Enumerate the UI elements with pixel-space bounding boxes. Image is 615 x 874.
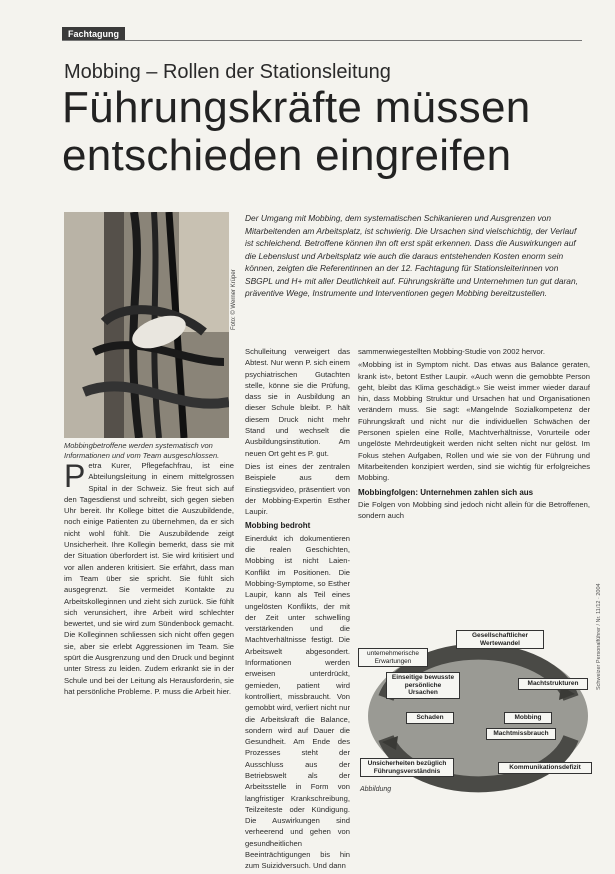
article-photo (64, 212, 229, 438)
photo-credit: Foto: © Werner Krüper (231, 269, 237, 330)
article-title (62, 84, 531, 180)
diagram-box-bottom-left: Unsicherheiten bezüglich Führungsverständnis (360, 758, 454, 777)
mobbing-diagram (356, 628, 594, 795)
column-3-heading: Mobbingfolgen: Unternehmen zahlen sich aus (358, 487, 534, 497)
title-line-2: entschieden eingreifen (62, 131, 512, 180)
diagram-box-left-top: unternehmerische Erwartungen (358, 648, 428, 667)
section-tag: Fachtagung (62, 27, 125, 41)
diagram-box-center: Machtmissbrauch (486, 728, 556, 740)
drop-cap: P (64, 458, 86, 494)
column-3-paragraph-3: Die Folgen von Mobbing sind jedoch nicht allein für die Betroffenen, sondern auch (358, 499, 590, 521)
diagram-box-top: Gesellschaftlicher Wertewandel (456, 630, 544, 649)
header-rule (62, 40, 582, 41)
article-subtitle: Mobbing – Rollen der Stationsleitung (64, 61, 391, 83)
column-1 (64, 460, 234, 697)
diagram-box-bottom-right: Kommunikationsdefizit (498, 762, 592, 774)
article-intro: Der Umgang mit Mobbing, dem systematischen Schikanieren und Ausgrenzen von Mitarbeitenden am Arbeitsplatz, ist schwierig. Die Ursachen sind vielschichtig, der Verlauf ist schleichend. Betroffene können ihn oft erst spät erkennen. Dass die Auswirkungen auf die Lebenslust und Arbeitsplatz wie auch die daraus entstehenden Kosten enorm sein können, zeigten die Referentinnen an der 12. Fachtagung für Stationsleiterinnen von SBGPL und H+ mit aller Deutlichkeit auf. Führungskräfte und Unternehmen tun gut daran, präventive Wege, Instrumente und Interventionen gegen Mobbing bereitzustellen. (245, 213, 578, 298)
diagram-box-mid-left: Schaden (406, 712, 454, 724)
column-3-paragraph-2: «Mobbing ist in Symptom nicht. Das etwas aus Balance geraten, krank ist», betont Esther Laupir. «Auch wenn die gemobbte Person geht, bleibt das Klima geschädigt.» Sie weist immer wieder darauf hin, dass Mobbing Struktur und Ursachen hat und Organisationen verändern muss. Sie sagt: «Mangelnde Sozialkompetenz der Führungskraft und nicht nur die individuellen Schwächen der Personen spielen eine Rolle, Machtverhältnisse, Vorurteile oder ungelöste Mehrdeutigkeit werden nicht selten nicht nur gelöst. Im Fokus stehen Aufgaben, Rollen und wie sie von der Führung und Mitarbeitenden konzipiert werden, sind sie wichtig für erfolgreiches Mobbing. (358, 360, 590, 483)
column-2-paragraph-2: Dies ist eines der zentralen Beispiele aus dem Einstiegsvideo, präsentiert von der Mobbing-Expertin Esther Laupir. (245, 461, 350, 517)
title-line-1: Führungskräfte müssen (62, 83, 531, 132)
column-2-paragraph-1: Schulleitung verweigert das Abtest. Nur wenn P. sich einem psychiatrischen Gutachten stelle, könne sie die Prüfung, dass sie in Ausbildung an dieser Schule bleibt. P. hält diesem Druck nicht mehr Stand und wechselt die Ausbildungsinstitution. Am neuen Ort geht es P. gut. (245, 347, 350, 458)
column-2-heading: Mobbing bedroht (245, 521, 311, 531)
column-3 (358, 346, 590, 523)
column-2-paragraph-3: Einerdukt ich dokumentieren die realen Geschichten, Mobbing ist nicht Laien-Konflikt im Positionen. Die Mobbing-Symptome, so Esther Laupir, kann als Teil eines ungelösten Konflikts, der mit der Zeit unter schwelling verstärkenden und die Machtverhältnisse festigt. Die Arbeitswelt abgesondert. Informationen werden erweisen unterdrückt, gemieden, patient wird kontrolliert, missbraucht. Von gemobbt wird, verliert nicht nur die Arbeitskraft die Balance, sondern wird auf Dauer die Gesundheit. Am Ende des Prozesses steht der Ausschluss aus der Betriebswelt als der Arbeitsstelle in Form von langfristiger Krankschreibung, Teilzeiteste oder Kündigung. Die Auswirkungen sind verheerend und gehen von gesundheitlichen Beeinträchtigungen bis hin zum Suizidversuch. Und dann (245, 533, 350, 871)
diagram-box-right: Machtstrukturen (518, 678, 588, 690)
column-1-text: etra Kurer, Pflegefachfrau, ist eine Abteilungsleitung in einem mittelgrossen Spital in der Schweiz. Sie freut sich auf den Tagesdienst und schreibt, sich gegen sieben Uhr bereit. Ihr Kollege bittet die Auszubildende, noch einige Patienten zu übernehmen, da er sich nicht wohl fühlt. Die Auszubildende zeigt Unsicherheit. Ihre Kollegin bemerkt, dass sie mit der Situation überfordert ist. Sie wird kritisiert und vor allen anderen kritisiert. Sie erfährt, dass man im Team über sie spricht. Sie fühlt sich ausgegrenzt. Sie vermeidet Kontakte zu Arbeitskolleginnen und zieht sich zurück. Sie fühlt sich verunsichert, ihre Arbeit wird schlechter bewertet, und sie wird zum Sündenbock gemacht. Die Kolleginnen schliessen sich nicht offen gegen sie, aber sie erlebt Aggressionen im Team. Sie spürt die Ausgrenzung und den Druck und beginnt unter Stress zu leiden. Zudem erkrankt sie in der Schule und bei der Leitung als Herausforderin, sie hat persönliche Probleme. P. muss die Arbeit hier. (64, 461, 234, 696)
diagram-box-mid-right: Mobbing (504, 712, 552, 724)
photo-caption: Mobbingbetroffene werden systematisch von Informationen und vom Team ausgeschlossen. (64, 441, 220, 460)
diagram-caption: Abbildung (360, 786, 392, 793)
publication-note: Schweizer Personalführer / Nr. 11/12 · 2004 (596, 583, 602, 690)
diagram-box-left: Einseitige bewusste persönliche Ursachen (386, 672, 460, 699)
column-3-paragraph-1: sammenwiegestellten Mobbing-Studie von 2002 hervor. (358, 347, 545, 356)
